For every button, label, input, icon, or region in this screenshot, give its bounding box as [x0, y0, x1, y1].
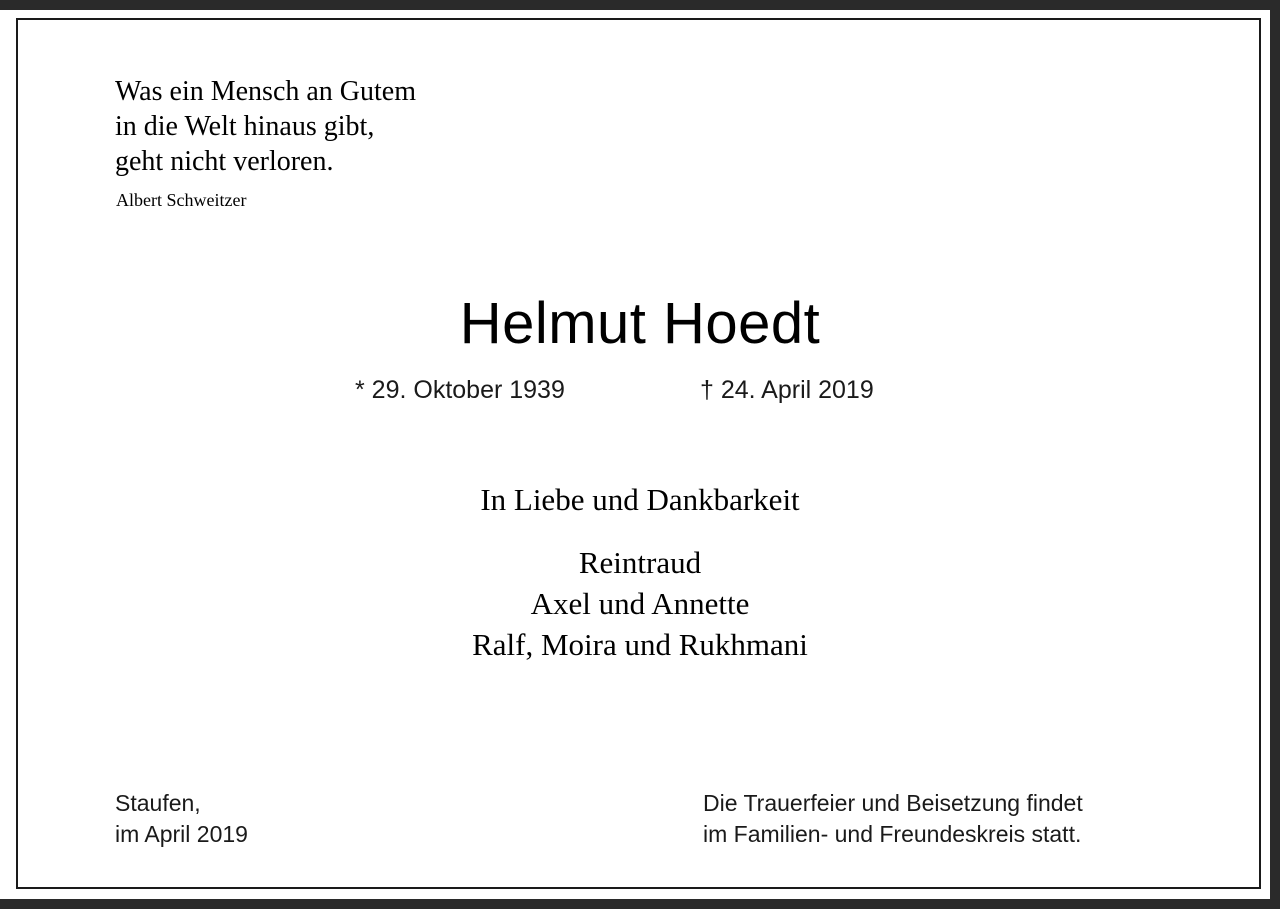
quote-line: geht nicht verloren.	[115, 146, 334, 177]
deceased-name: Helmut Hoedt	[459, 291, 821, 356]
mourner-name: Ralf, Moira und Rukhmani	[472, 627, 808, 662]
place-line: im April 2019	[115, 821, 248, 847]
service-line: im Familien- und Freundeskreis statt.	[703, 821, 1082, 847]
quote-line: in die Welt hinaus gibt,	[115, 111, 375, 142]
mourner-name: Reintraud	[578, 545, 702, 580]
quote	[115, 74, 416, 179]
obituary-sheet	[0, 10, 1270, 899]
quote-author: Albert Schweitzer	[116, 190, 247, 210]
place-and-date	[115, 788, 248, 850]
birth-date: * 29. Oktober 1939	[355, 376, 565, 404]
dedication: In Liebe und Dankbarkeit	[480, 482, 800, 517]
mourner-name: Axel und Annette	[530, 586, 750, 621]
quote-line: Was ein Mensch an Gutem	[115, 76, 416, 107]
mourner-names	[0, 542, 1280, 665]
death-date: † 24. April 2019	[700, 376, 874, 404]
service-line: Die Trauerfeier und Beisetzung findet	[703, 790, 1083, 816]
service-notice	[703, 788, 1083, 850]
place-line: Staufen,	[115, 790, 201, 816]
